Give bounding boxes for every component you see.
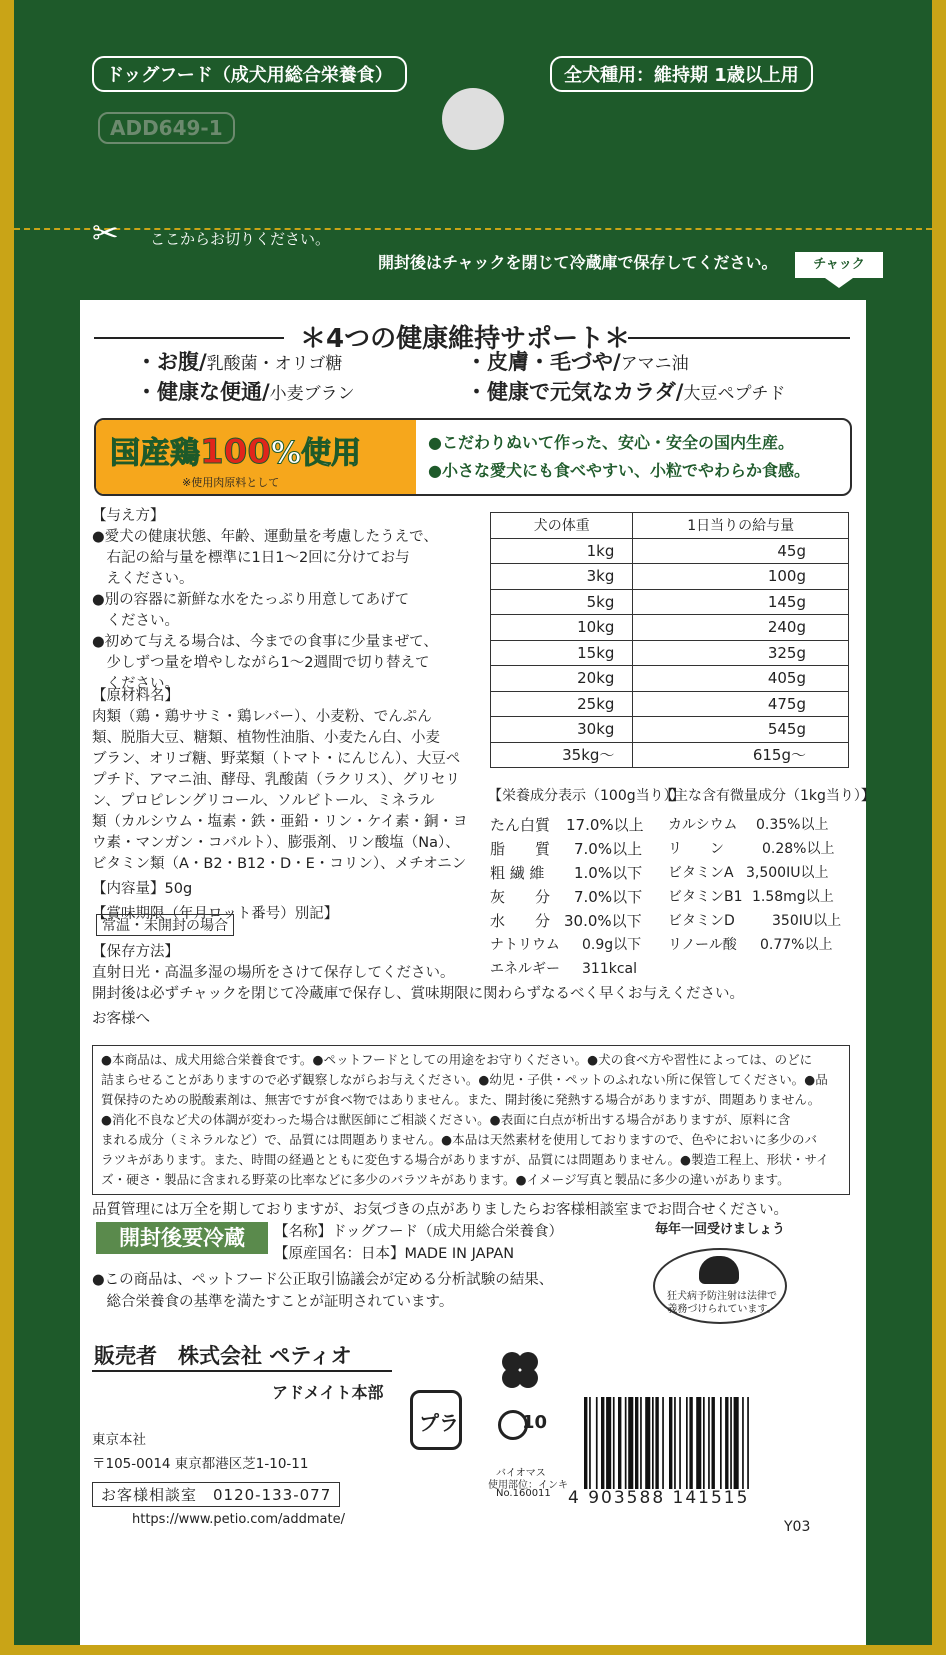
nutrition-row: エネルギー 311kcal [490, 961, 637, 977]
nutrition-row: 灰 分 7.0%以下 [490, 888, 643, 906]
table-row: 10kg 240g [491, 615, 849, 641]
stamp-text: 狂犬病予防注射は法律で義務づけられています。 [667, 1291, 777, 1315]
nutrition-row: 脂 質 7.0%以上 [490, 840, 643, 858]
category-label: ドッグフード（成犬用総合栄養食） [92, 56, 407, 92]
quality-statement: 品質管理には万全を期しておりますが、お気づきの点がありましたらお客様相談室までお問合せください。 [92, 1202, 788, 1218]
zip-instruction: 開封後はチャックを閉じて冷蔵庫で保存してください。 [378, 253, 778, 272]
support-item: ・健康な便通/小麦ブラン [136, 380, 355, 404]
seller-dept: アドメイト本部 [272, 1383, 384, 1402]
hq-address: 〒105-0014 東京都港区芝1-10-11 [92, 1456, 309, 1472]
table-row: 5kg 145g [491, 589, 849, 615]
micro-row: カルシウム 0.35%以上 [668, 817, 829, 833]
website-url: https://www.petio.com/addmate/ [132, 1512, 345, 1527]
nutrition-heading: 【栄養成分表示（100g当り）】 [488, 788, 685, 804]
heading-rule-right [628, 337, 850, 339]
ingredients-heading: 【原材料名】 [92, 688, 179, 704]
storage-section: 【保存方法】 直射日光・高温多湿の場所をさけて保存してください。 開封後は必ずチャックを閉じて冷蔵庫で保存し、賞味期限に関わらずなるべく早くお与えください。 お客様へ [92, 942, 872, 1030]
storage-heading: 【保存方法】 [92, 944, 179, 960]
table-row: 15kg 325g [491, 640, 849, 666]
heading-rule-left [94, 337, 284, 339]
support-title: ＊4つの健康維持サポート＊ [300, 324, 631, 354]
table-row: 1kg 45g [491, 538, 849, 564]
customer-notice: ●本商品は、成犬用総合栄養食です。●ペットフードとしての用途をお守りください。●犬の食べ方や習性によっては、のどに 詰まらせることがありますので必ず観察しながらお与えください。●幼児・子供・ペットのふれない所に保管してください。●品 質保持のための脱酸素剤は、無害ですが食べ物ではありません。また、開封後に発熱する場合がありますが、問題ありません。 ●消化不良など犬の体調が変わった場合は獣医師にご相談ください。●表面に白点が析出する場合がありますが、原料に含 まれる成分（ミネラルなど）で、品質には問題ありません。●本品は天然素材を使用しておりますので、色やにおいに多少のバ ラツキがあります。また、時間の経過とともに変色する場合がありますが、品質には問題ありません。●製造工程上、形状・サイ ズ・硬さ・製品に含まれる野菜の比率などに多少のバラツキがあります。●イメージ写真と製品に多少の違いがあります。 [92, 1045, 850, 1195]
nutrition-row: たん白質 17.0%以上 [490, 816, 644, 834]
product-name: 【名称】ドッグフード（成犬用総合栄養食） [274, 1224, 563, 1240]
asterisk-icon: ＊ [604, 324, 631, 354]
hanger-hole [442, 88, 504, 150]
leaf-icon [518, 1368, 538, 1388]
banner-point: ●こだわりぬいて作った、安心・安全の国内生産。 [428, 433, 794, 452]
barcode-number: 4 903588 141515 [568, 1488, 750, 1508]
support-item: ・皮膚・毛づや/アマニ油 [466, 350, 689, 374]
micro-heading: 【主な含有微量成分（1kg当り）】 [660, 788, 875, 804]
stamp-oval [653, 1248, 787, 1324]
left-border [14, 300, 80, 1645]
feeding-table: 犬の体重 1日当りの給与量 1kg 45g 3kg 100g 5kg 145g 10kg 240g 15kg 325g 20kg 405g 25kg 475g 30kg 545g 35kg～ 615g～ [490, 512, 849, 768]
hq-label: 東京本社 [92, 1432, 146, 1448]
dog-icon [699, 1256, 739, 1284]
stamp-arc-text: 毎年一回受けましょう [654, 1222, 785, 1237]
version-code: Y03 [784, 1519, 811, 1535]
nutrition-row: 粗 繊 維 1.0%以下 [490, 864, 643, 882]
table-row: 35kg～ 615g～ [491, 742, 849, 768]
support-item: ・健康で元気なカラダ/大豆ペプチド [466, 380, 786, 404]
micro-row: ビタミンD 350IU以上 [668, 913, 842, 929]
origin-country: 【原産国名：日本】MADE IN JAPAN [274, 1246, 515, 1262]
certification-line: ●この商品は、ペットフード公正取引協議会が定める分析試験の結果、 [92, 1272, 554, 1288]
barcode [584, 1397, 814, 1489]
support-item: ・お腹/乳酸菌・オリゴ糖 [136, 350, 343, 374]
certification-line: 総合栄養食の基準を満たすことが証明されています。 [92, 1294, 454, 1310]
feeding-heading: 【与え方】 [92, 508, 165, 524]
table-row: 20kg 405g [491, 666, 849, 692]
cut-instruction: ここからお切りください。 [150, 230, 331, 248]
feeding-section: 【与え方】 ●愛犬の健康状態、年齢、運動量を考慮したうえで、 右記の給与量を標準に1日1～2回に分けてお与 えください。 ●別の容器に新鮮な水をたっぷり用意してあげて ください。 ●初めて与える場合は、今までの食事に少量まぜて、 少しずつ量を増やしながら1～2週間で切り替えて ください。 [92, 506, 472, 695]
nutrition-row: ナトリウム 0.9g以下 [490, 937, 642, 953]
feature-banner [94, 418, 852, 496]
table-row: 3kg 100g [491, 564, 849, 590]
biomass-label: バイオマス [496, 1468, 546, 1479]
micro-row: ビタミンB1 1.58mg以上 [668, 889, 834, 905]
product-code: ADD649-1 [98, 112, 235, 144]
support-phone: お客様相談室 0120-133-077 [92, 1482, 340, 1507]
biomass-part: 使用部位：インキ [488, 1480, 568, 1491]
asterisk-icon: ＊ [300, 324, 327, 354]
biomass-number: 10 [522, 1412, 548, 1433]
table-row: 30kg 545g [491, 717, 849, 743]
right-border [866, 300, 932, 1645]
target-label: 全犬種用：維持期 1歳以上用 [550, 56, 813, 92]
banner-note: ※使用肉原料として [182, 476, 280, 489]
banner-point: ●小さな愛犬にも食べやすい、小粒でやわらか食感。 [428, 461, 810, 480]
biomass-number-id: No.160011 [496, 1488, 551, 1499]
banner-title: 国産鶏100%使用 [110, 432, 362, 472]
nutrition-row: 水 分 30.0%以下 [490, 912, 642, 930]
expiry-box: 常温・未開封の場合 [96, 914, 234, 936]
micro-row: リ ン 0.28%以上 [668, 841, 835, 857]
recycle-pla-icon: プラ [410, 1390, 462, 1450]
zip-tag: チャック [795, 252, 883, 278]
scissors-icon: ✂ [92, 214, 119, 252]
refrigerate-badge: 開封後要冷蔵 [96, 1222, 268, 1254]
content-amount: 【内容量】50g [92, 881, 193, 897]
seller-name: 販売者 株式会社 ペティオ [94, 1344, 352, 1368]
biomass-mark [490, 1352, 560, 1462]
micro-row: ビタミンA 3,500IU以上 [668, 865, 829, 881]
micro-row: リノール酸 0.77%以上 [668, 937, 833, 953]
ingredients-section: 【原材料名】 肉類（鶏・鶏ササミ・鶏レバー）、小麦粉、でんぷん 類、脱脂大豆、糖類、植物性油脂、小麦たん白、小麦 ブラン、オリゴ糖、野菜類（トマト・にんじん）、大豆ペ プチド、アマニ油、酵母、乳酸菌（ラクリス）、グリセリ ン、プロピレングリコール、ソルビトール、ミネラル 類（カルシウム・塩素・鉄・亜鉛・リン・ケイ素・銅・ヨ ウ素・マンガン・コバルト）、膨張剤、リン酸塩（Na）、 ビタミン類（A・B2・B12・D・E・コリン）、メチオニン 【内容量】50g 【賞味期限（年月ロット番号）別記】 [92, 686, 482, 925]
expiry-heading: 【賞味期限（年月ロット番号）別記】 [92, 906, 339, 922]
seller-rule [92, 1370, 392, 1372]
customer-heading: お客様へ [92, 1011, 150, 1027]
banner-badge [96, 420, 416, 496]
rabies-stamp [635, 1218, 805, 1328]
table-row: 25kg 475g [491, 691, 849, 717]
